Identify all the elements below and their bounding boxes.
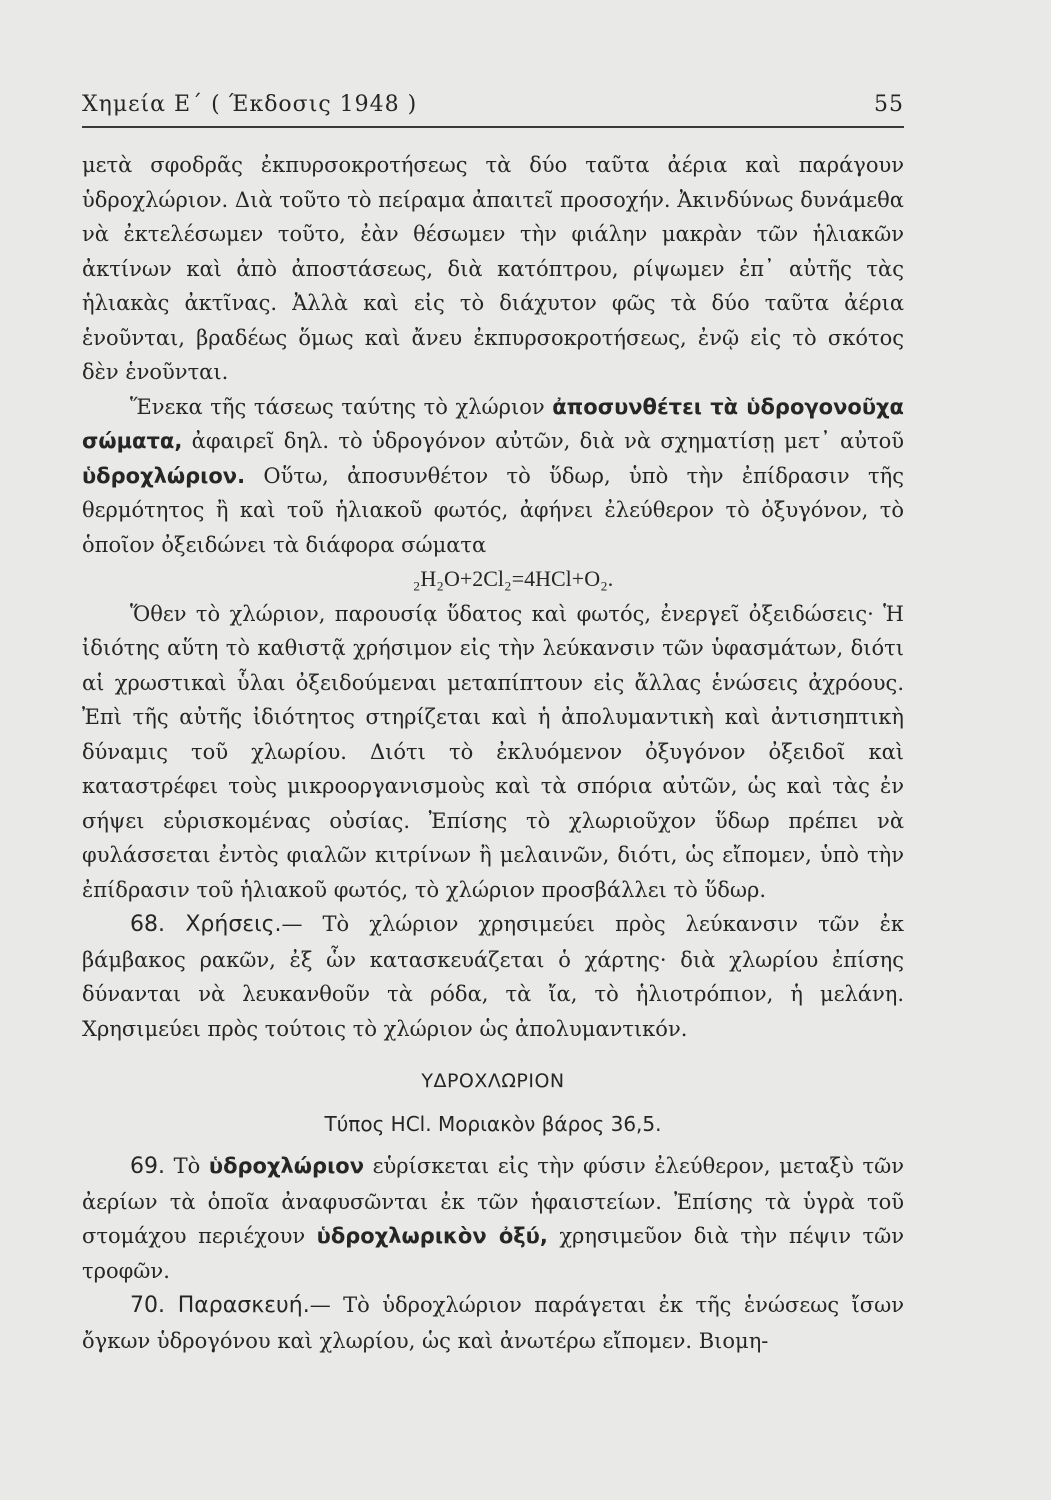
page-header: [82, 92, 904, 117]
paragraph-3: Ὅθεν τὸ χλώριον, παρουσίᾳ ὕδατος καὶ φωτός, ἐνεργεῖ ὀξειδώσεις· Ἡ ἰδιότης αὕτη τὸ καθιστᾷ χρήσιμον εἰς τὴν λεύκανσιν τῶν ὑφασμάτων, διότι αἱ χρωστικαὶ ὗλαι ὀξειδούμεναι μεταπίπτουν εἰς ἄλλας ἑνώσεις ἀχρόους. Ἐπὶ τῆς αὐτῆς ἰδιότητος στηρίζεται καὶ ἡ ἀπολυμαντικὴ καὶ ἀντισηπτικὴ δύναμις τοῦ χλωρίου. Διότι τὸ ἐκλυόμενον ὀξυγόνον ὀξειδοῖ καὶ καταστρέφει τοὺς μικροοργανισμοὺς καὶ τὰ σπόρια αὐτῶν, ὡς καὶ τὰς ἐν σήψει εὑρισκομένας οὐσίας. Ἐπίσης τὸ χλωριοῦχον ὕδωρ πρέπει νὰ φυλάσσεται ἐντὸς φιαλῶν κιτρίνων ἢ μελαινῶν, διότι, ὡς εἴπομεν, ὑπὸ τὴν ἐπίδρασιν τοῦ ἡλιακοῦ φωτός, τὸ χλώριον προσβάλλει τὸ ὕδωρ.: [82, 601, 904, 902]
section-68-text: — Τὸ χλώριον χρησιμεύει πρὸς λεύκανσιν τῶν ἐκ βάμβακος ρακῶν, ἐξ ὧν κατασκευάζεται ὁ χάρτης· διὰ χλωρίου ἐπίσης δύνανται νὰ λευκανθοῦν τὰ ρόδα, τὰ ἴα, τὸ ἡλιοτρόπιον, ἡ μελάνη. Χρησιμεύει πρὸς τούτοις τὸ χλώριον ὡς ἀπολυμαντικόν.: [82, 912, 904, 1041]
body-text: [82, 148, 904, 1358]
section-title: ΥΔΡΟΧΛΩΡΙΟΝ: [421, 1070, 565, 1092]
section-68-heading: 68. Χρήσεις.: [130, 912, 282, 937]
page-number: 55: [874, 92, 904, 117]
s69-bold-1: ὑδροχλώριον: [208, 1154, 365, 1178]
header-rule: [82, 126, 904, 128]
s69-text-3: χρησιμεῦον διὰ τὴν πέψιν τῶν τροφῶν.: [82, 1224, 905, 1283]
running-title: Χημεία Ε΄ ( Έκδοσις 1948 ): [82, 92, 418, 117]
paragraph-1: μετὰ σφοδρᾶς ἐκπυρσοκροτήσεως τὰ δύο ταῦτα ἀέρια καὶ παράγουν ὑδροχλώριον. Διὰ τοῦτο τὸ πείραμα ἀπαιτεῖ προσοχήν. Ἀκινδύνως δυνάμεθα νὰ ἐκτελέσωμεν τοῦτο, ἐὰν θέσωμεν τὴν φιάλην μακρὰν τῶν ἡλιακῶν ἀκτίνων καὶ ἀπὸ ἀποστάσεως, διὰ κατόπτρου, ρίψωμεν ἐπ᾽ αὐτῆς τὰς ἡλιακὰς ἀκτῖνας. Ἀλλὰ καὶ εἰς τὸ διάχυτον φῶς τὰ δύο ταῦτα ἀέρια ἑνοῦνται, βραδέως ὅμως καὶ ἄνευ ἐκπυρσοκροτήσεως, ἐνῷ εἰς τὸ σκότος δὲν ἑνοῦνται.: [82, 153, 904, 384]
section-70-heading: 70. Παρασκευή.: [130, 1293, 310, 1318]
s69-text-2: εὑρίσκεται εἰς τὴν φύσιν ἐλεύθερον, μεταξὺ τῶν ἀερίων τὰ ὁποῖα ἀναφυσῶνται ἐκ τῶν ἡφαιστείων. Ἐπίσης τὰ ὑγρὰ τοῦ στομάχου περιέχουν: [82, 1154, 904, 1248]
section-subtitle: Τύπος HCl. Μοριακὸν βάρος 36,5.: [324, 1111, 662, 1136]
p2-text-2: ἀφαιρεῖ δηλ. τὸ ὑδρογόνον αὐτῶν, διὰ νὰ σχηματίσῃ μετ᾽ αὐτοῦ: [182, 429, 904, 453]
section-69-number: 69.: [130, 1154, 165, 1179]
p2-text-3: Οὕτω, ἀποσυνθέτον τὸ ὕδωρ, ὑπὸ τὴν ἐπίδρασιν τῆς θερμότητος ἢ καὶ τοῦ ἡλιακοῦ φωτός, ἀφήνει ἐλεύθερον τὸ ὀξυγόνον, τὸ ὁποῖον ὀξειδώνει τὰ διάφορα σώματα: [82, 463, 904, 557]
section-70-text: — Τὸ ὑδροχλώριον παράγεται ἐκ τῆς ἑνώσεως ἴσων ὄγκων ὑδρογόνου καὶ χλωρίου, ὡς καὶ ἀνωτέρω εἴπομεν. Βιομη-: [82, 1293, 904, 1353]
section-69: [82, 1149, 904, 1288]
s69-bold-2: ὑδροχλωρικὸν ὀξύ,: [316, 1224, 548, 1248]
p2-bold-2: ὑδροχλώριον.: [82, 463, 246, 488]
s69-text-1: Τὸ: [165, 1154, 209, 1178]
section-70: [82, 1288, 904, 1358]
p2-text-1: Ἕνεκα τῆς τάσεως ταύτης τὸ χλώριον: [130, 394, 553, 419]
p2-bold-1: ἀποσυνθέτει τὰ ὑδρογονοῦχα σώματα,: [82, 394, 904, 453]
chemical-equation: ₂H₂O+2Cl₂=4HCl+O₂.: [412, 566, 614, 591]
section-68: [82, 907, 904, 1046]
paragraph-2: [82, 390, 904, 563]
